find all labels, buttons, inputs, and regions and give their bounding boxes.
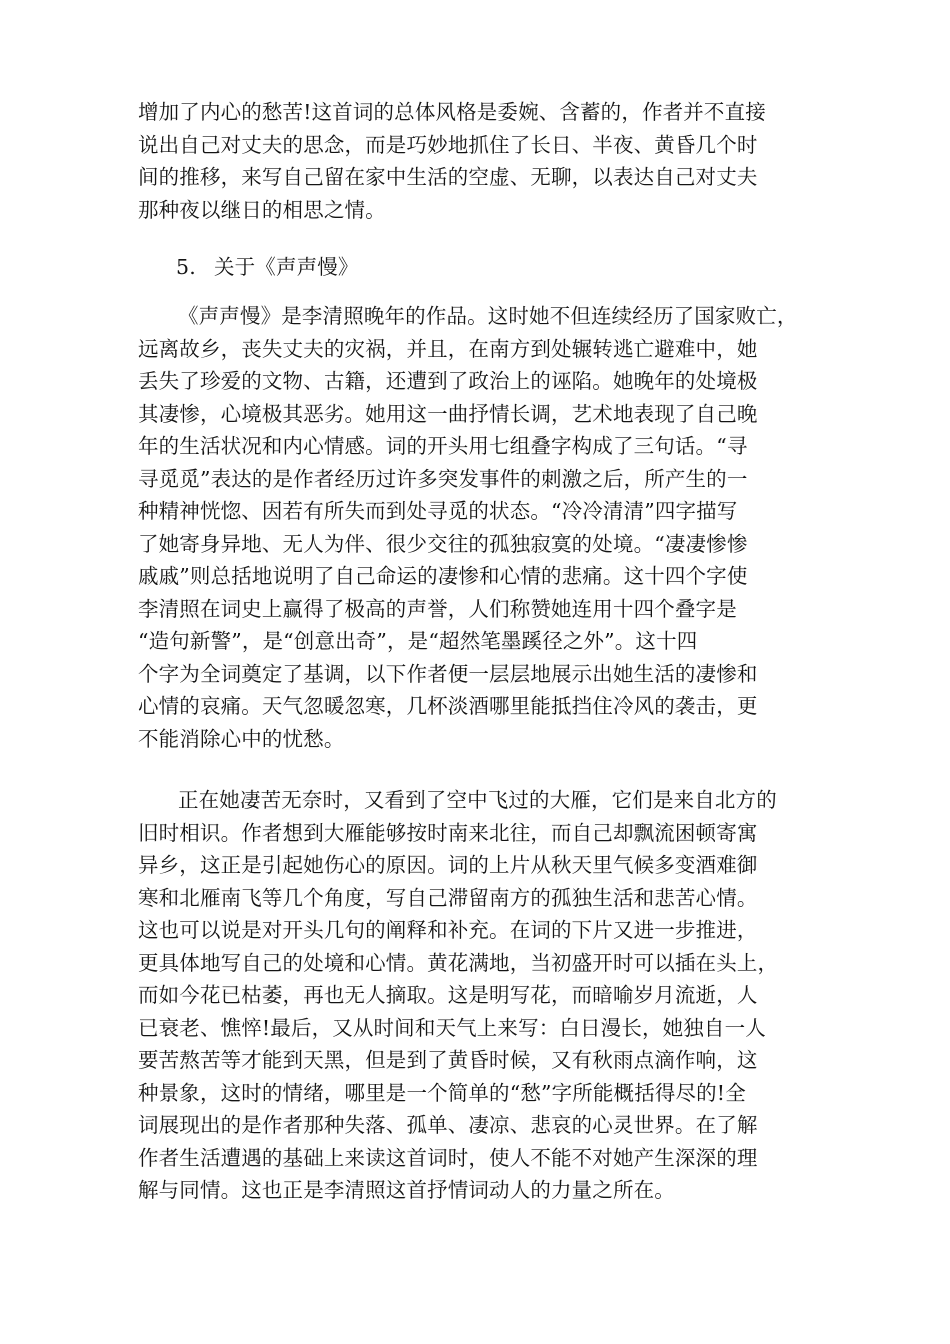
text-line: 戚戚”则总括地说明了自己命运的凄惨和心情的悲痛。这十四个字使 bbox=[138, 564, 748, 588]
text-line: 要苦熬苦等才能到天黑，但是到了黄昏时候，又有秋雨点滴作响，这 bbox=[138, 1048, 758, 1072]
paragraph-1 bbox=[138, 300, 828, 755]
text-line: 心情的哀痛。天气忽暖忽寒，几杯淡酒哪里能抵挡住冷风的袭击，更 bbox=[138, 694, 758, 718]
section-number: 5. bbox=[176, 255, 196, 279]
section-title: 关于《声声慢》 bbox=[214, 255, 359, 279]
text-line: 说出自己对丈夫的思念，而是巧妙地抓住了长日、半夜、黄昏几个时 bbox=[138, 132, 758, 157]
text-line: 个字为全词奠定了基调，以下作者便一层层地展示出她生活的凄惨和 bbox=[138, 661, 758, 686]
text-line: 那种夜以继日的相思之情。 bbox=[138, 197, 386, 222]
text-line: 远离故乡，丧失丈夫的灾祸，并且，在南方到处辗转逃亡避难中，她 bbox=[138, 336, 758, 361]
text-line: 丢失了珍爱的文物、古籍，还遭到了政治上的诬陷。她晚年的处境极 bbox=[138, 369, 758, 393]
text-line: 不能消除心中的忧愁。 bbox=[138, 726, 345, 751]
paragraph-continuation bbox=[138, 96, 828, 226]
text-line: 这也可以说是对开头几句的阐释和补充。在词的下片又进一步推进， bbox=[138, 918, 758, 942]
paragraph-2 bbox=[138, 784, 828, 1207]
text-line: 间的推移，来写自己留在家中生活的空虚、无聊，以表达自己对丈夫 bbox=[138, 165, 758, 189]
text-line: 寒和北雁南飞等几个角度，写自己滞留南方的孤独生活和悲苦心情。 bbox=[138, 885, 758, 910]
text-line: 已衰老、憔悴!最后，又从时间和天气上来写：白日漫长，她独自一人 bbox=[138, 1015, 766, 1040]
text-line: 种景象，这时的情绪，哪里是一个简单的“愁”字所能概括得尽的!全 bbox=[138, 1080, 746, 1105]
text-line: 了她寄身异地、无人为伴、很少交往的孤独寂寞的处境。“凄凄惨惨 bbox=[138, 531, 748, 556]
text-line: 种精神恍惚、因若有所失而到处寻觅的状态。“冷冷清清”四字描写 bbox=[138, 499, 738, 523]
text-line: 正在她凄苦无奈时，又看到了空中飞过的大雁，它们是来自北方的 bbox=[178, 788, 777, 812]
text-line: 作者生活遭遇的基础上来读这首词时，使人不能不对她产生深深的理 bbox=[138, 1145, 758, 1170]
text-line: “造句新警”，是“创意出奇”，是“超然笔墨蹊径之外”。这十四 bbox=[138, 629, 698, 653]
text-line: 增加了内心的愁苦!这首词的总体风格是委婉、含蓄的，作者并不直接 bbox=[138, 100, 766, 124]
text-line: 年的生活状况和内心情感。词的开头用七组叠字构成了三句话。“寻 bbox=[138, 434, 748, 458]
text-line: 而如今花已枯萎，再也无人摘取。这是明写花，而暗喻岁月流逝，人 bbox=[138, 983, 758, 1007]
section-heading bbox=[176, 251, 866, 284]
text-line: 更具体地写自己的处境和心情。黄花满地，当初盛开时可以插在头上， bbox=[138, 950, 779, 975]
text-line: 《声声慢》是李清照晚年的作品。这时她不但连续经历了国家败亡， bbox=[178, 304, 798, 328]
text-line: 解与同情。这也正是李清照这首抒情词动人的力量之所在。 bbox=[138, 1178, 675, 1202]
text-line: 寻觅觅”表达的是作者经历过许多突发事件的刺激之后，所产生的一 bbox=[138, 466, 748, 491]
text-line: 李清照在词史上赢得了极高的声誉，人们称赞她连用十四个叠字是 bbox=[138, 596, 737, 621]
text-line: 异乡，这正是引起她伤心的原因。词的上片从秋天里气候多变酒难御 bbox=[138, 853, 758, 877]
text-line: 其凄惨，心境极其恶劣。她用这一曲抒情长调，艺术地表现了自己晚 bbox=[138, 401, 758, 426]
text-line: 词展现出的是作者那种失落、孤单、凄凉、悲哀的心灵世界。在了解 bbox=[138, 1113, 758, 1137]
text-line: 旧时相识。作者想到大雁能够按时南来北往，而自己却飘流困顿寄寓 bbox=[138, 820, 758, 845]
